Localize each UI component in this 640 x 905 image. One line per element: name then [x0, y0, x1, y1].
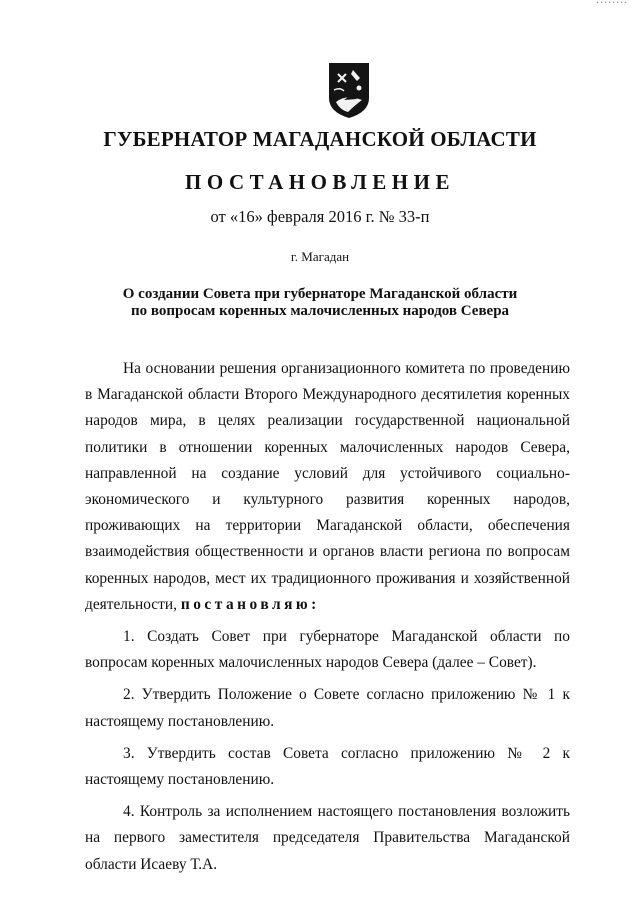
document-type: ПОСТАНОВЛЕНИЕ: [185, 170, 455, 194]
decree-item-2: 2. Утвердить Положение о Совете согласно приложению № 1 к настоящему постановлению.: [85, 686, 570, 730]
subject-line-1: О создании Совета при губернаторе Магаданской области: [122, 286, 518, 302]
preamble-paragraph: [85, 356, 570, 618]
decree-date-number: от «16» февраля 2016 г. № 33-п: [210, 207, 430, 226]
governor-title: ГУБЕРНАТОР МАГАДАНСКОЙ ОБЛАСТИ: [103, 127, 537, 151]
coat-of-arms-icon: [326, 60, 372, 120]
decree-subject: [0, 286, 640, 320]
preamble-text: На основании решения организационного комитета по проведению в Магаданской области Второго Международного десятилетия коренных народов мира, в целях реализации государственной национальной политики в отношении коренных малочисленных народов Севера, направленной на создание условий для устойчивого социально-экономического и культурного развития коренных народов, проживающих на территории Магаданской области, обеспечения взаимодействия общественности и органов власти региона по вопросам коренных народов, мест их традиционного проживания и хозяйственной деятельности,: [85, 360, 570, 613]
decree-body: [85, 356, 570, 878]
city-name: г. Магадан: [290, 249, 350, 264]
decree-item-3: 3. Утвердить состав Совета согласно приложению № 2 к настоящему постановлению.: [85, 744, 570, 789]
subject-line-2: по вопросам коренных малочисленных народов Севера: [130, 303, 510, 319]
decree-item-1: 1. Создать Совет при губернаторе Магаданской области по вопросам коренных малочисленных народов Севера (далее – Совет).: [85, 628, 570, 672]
decree-word: постановляю:: [180, 595, 320, 613]
scan-edge-mark: ▪▪▪▪▪▪▪▪: [595, 0, 628, 6]
decree-item-4: 4. Контроль за исполнением настоящего постановления возложить на первого заместителя председателя Правительства Магаданской области Исаеву Т.А.: [85, 803, 570, 873]
